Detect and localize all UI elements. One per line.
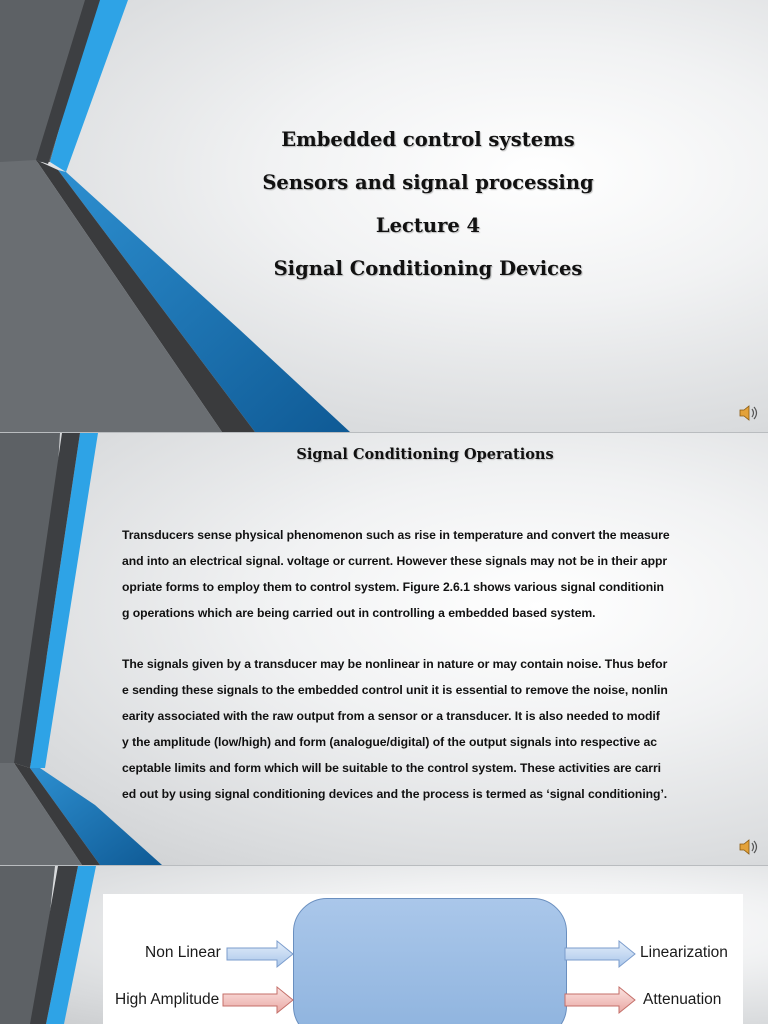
signal-diagram (103, 894, 743, 1024)
output-label: Attenuation (643, 991, 722, 1008)
speaker-icon[interactable] (738, 837, 760, 857)
paragraph2-line: earity associated with the raw output from a sensor or a transducer. It is also needed to modif (122, 709, 660, 723)
output-arrow-2 (565, 987, 635, 1013)
paragraph1-line: opriate forms to employ them to control system. Figure 2.6.1 shows various signal conditionin (122, 580, 664, 594)
paragraph2-line: y the amplitude (low/high) and form (analogue/digital) of the output signals into respective ac (122, 735, 657, 749)
slide-diagram (0, 866, 768, 1024)
output-arrow-1 (565, 941, 635, 967)
slide-heading: Signal Conditioning Operations (296, 446, 554, 463)
input-label: High Amplitude (115, 991, 220, 1008)
speaker-icon[interactable] (738, 403, 760, 423)
input-arrow-1 (227, 941, 293, 967)
title-line-2: Sensors and signal processing (262, 171, 594, 194)
paragraph2-line: e sending these signals to the embedded control unit it is essential to remove the noise, nonlin (122, 683, 668, 697)
paragraph2-line: The signals given by a transducer may be nonlinear in nature or may contain noise. Thus befor (122, 657, 668, 671)
output-label: Linearization (640, 944, 728, 961)
paragraph1-line: Transducers sense physical phenomenon such as rise in temperature and convert the measure (122, 528, 670, 542)
paragraph1-line: and into an electrical signal. voltage or current. However these signals may not be in their appr (122, 554, 668, 568)
paragraph1-line: g operations which are being carried out in controlling a embedded based system. (122, 606, 596, 620)
slide-title (0, 0, 768, 432)
paragraph2-line: ed out by using signal conditioning devices and the process is termed as ‘signal conditioning’. (122, 787, 668, 801)
input-arrow-2 (223, 987, 293, 1013)
title-line-4: Signal Conditioning Devices (273, 257, 583, 280)
title-line-3: Lecture 4 (375, 214, 481, 237)
input-label: Non Linear (145, 944, 221, 961)
title-line-1: Embedded control systems (281, 128, 575, 151)
paragraph2-line: ceptable limits and form which will be suitable to the control system. These activities are carri (122, 761, 662, 775)
slide-operations (0, 433, 768, 865)
